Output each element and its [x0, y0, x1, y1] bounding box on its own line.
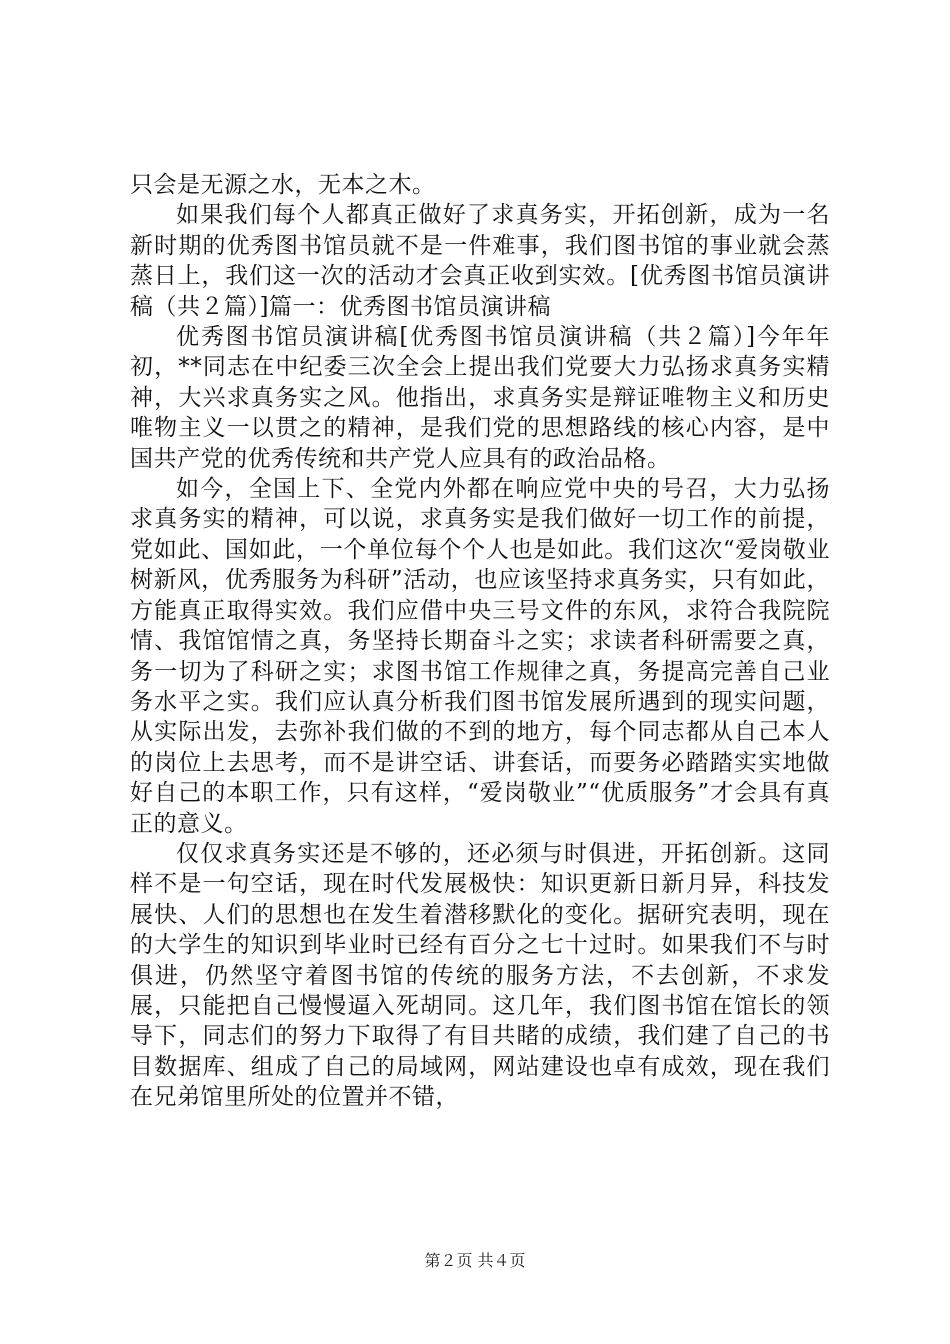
paragraph-3: 优秀图书馆员演讲稿[优秀图书馆员演讲稿（共２篇）]今年年初，**同志在中纪委三次全会上提出我们党要大力弘扬求真务实精神，大兴求真务实之风。他指出，求真务实是辩证唯物主义和历史唯物主义一以贯之的精神，是我们党的思想路线的核心内容，是中国共产党的优秀传统和共产党人应具有的政治品格。 — [130, 324, 830, 472]
page-footer: 第２页 共４页 — [424, 1251, 526, 1270]
paragraph-1: 只会是无源之水，无本之木。 — [130, 172, 436, 198]
paragraph-5: 仅仅求真务实还是不够的，还必须与时俱进，开拓创新。这同样不是一句空话，现在时代发展极快：知识更新日新月异，科技发展快、人们的思想也在发生着潜移默化的变化。据研究表明，现在的大学生的知识到毕业时已经有百分之七十过时。如果我们不与时俱进，仍然坚守着图书馆的传统的服务方法，不去创新，不求发展，只能把自己慢慢逼入死胡同。这几年，我们图书馆在馆长的领导下，同志们的努力下取得了有目共睹的成绩，我们建了自己的书目数据库、组成了自己的局域网，网站建设也卓有成效，现在我们在兄弟馆里所处的位置并不错， — [130, 840, 830, 1111]
paragraph-2: 如果我们每个人都真正做好了求真务实，开拓创新，成为一名新时期的优秀图书馆员就不是一件难事，我们图书馆的事业就会蒸蒸日上，我们这一次的活动才会真正收到实效。[优秀图书馆员演讲稿（共２篇）]篇一：优秀图书馆员演讲稿 — [130, 202, 830, 320]
body-text — [130, 170, 830, 1113]
paragraph-4: 如今，全国上下、全党内外都在响应党中央的号召，大力弘扬求真务实的精神，可以说，求真务实是我们做好一切工作的前提，党如此、国如此，一个单位每个个人也是如此。我们这次“爱岗敬业树新风，优秀服务为科研”活动，也应该坚持求真务实，只有如此，方能真正取得实效。我们应借中央三号文件的东风，求符合我院院情、我馆馆情之真，务坚持长期奋斗之实；求读者科研需要之真，务一切为了科研之实；求图书馆工作规律之真，务提高完善自己业务水平之实。我们应认真分析我们图书馆发展所遇到的现实问题，从实际出发，去弥补我们做的不到的地方，每个同志都从自己本人的岗位上去思考，而不是讲空话、讲套话，而要务必踏踏实实地做好自己的本职工作，只有这样，“爱岗敬业”“优质服务”才会具有真正的意义。 — [130, 476, 830, 837]
